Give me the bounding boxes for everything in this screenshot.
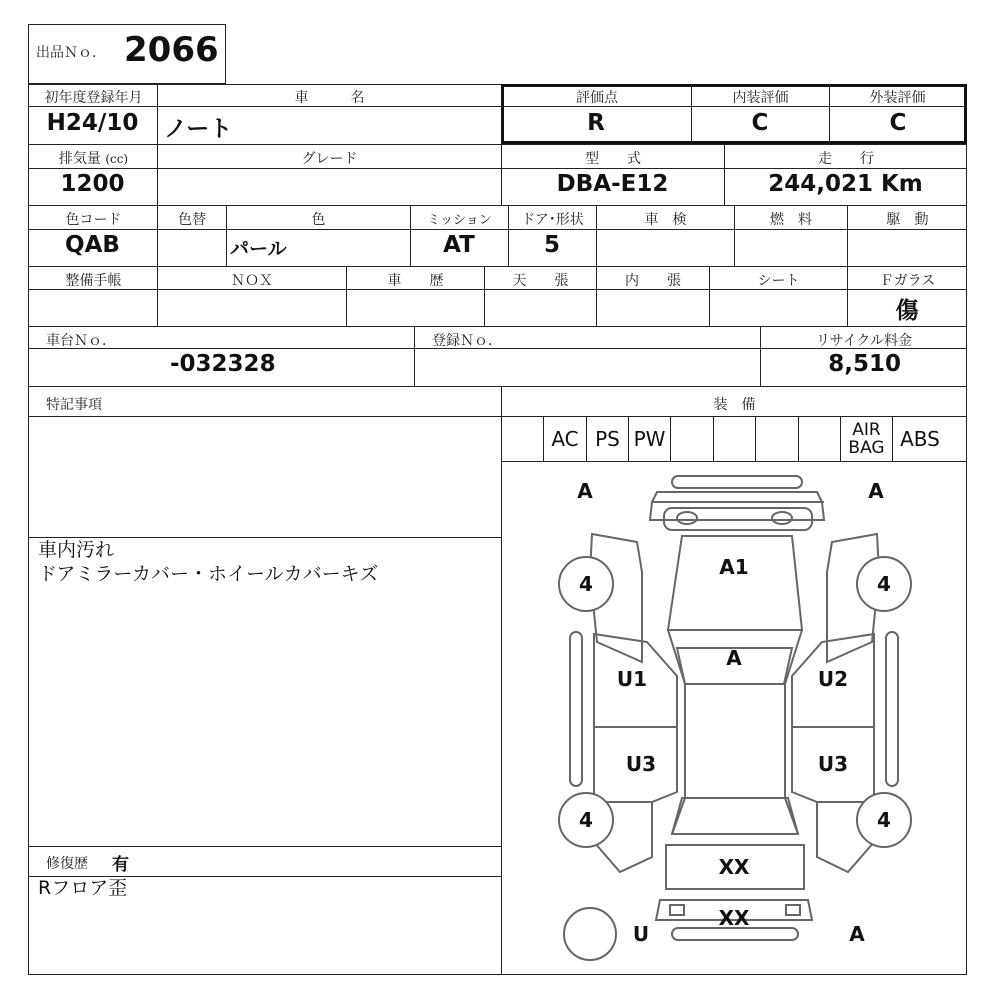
equipment-cell-5 [713, 416, 755, 461]
displacement-label-text: 排気量 [58, 151, 101, 167]
mark-rear-bumper: XX [718, 906, 750, 930]
note-line-2: ドアミラーカバー・ホイールカバーキズ [38, 563, 379, 585]
displacement-label [30, 148, 157, 168]
drive-label: 駆 動 [886, 212, 929, 228]
first-reg-label: 初年度登録年月 [44, 90, 143, 106]
mark-spare: U [632, 922, 650, 946]
maintenance-label: 整備手帳 [65, 273, 122, 289]
displacement-unit: (cc) [105, 152, 129, 166]
mark-tire-fr: 4 [877, 572, 891, 596]
bonnet [668, 536, 802, 630]
mileage-label: 走 行 [818, 151, 874, 167]
equipment-cell-2: PS [586, 416, 628, 461]
equipment-cell-9: ABS [892, 416, 947, 461]
score-label: 評価点 [576, 90, 618, 106]
mark-windshield: A [726, 646, 742, 670]
left-skirt [570, 632, 582, 786]
door-label: ドア･形状 [521, 212, 584, 228]
lot-number: 2066 [124, 30, 219, 70]
right-skirt [886, 632, 898, 786]
rear-glass [672, 798, 798, 834]
repair-value: 有 [112, 855, 129, 875]
equipment-cell-1: AC [543, 416, 586, 461]
repair-detail: Rフロア歪 [38, 877, 128, 899]
front-bumper [650, 492, 824, 520]
nox-label: ＮＯＸ [231, 273, 273, 289]
reg-label: 登録Ｎｏ． [432, 333, 502, 349]
equipment-cell-3: PW [628, 416, 670, 461]
mark-tire-rr: 4 [877, 808, 891, 832]
car-diagram [502, 462, 966, 974]
mission-value: AT [443, 232, 475, 258]
car-name-label: 車 名 [294, 90, 365, 106]
mark-bonnet: A1 [719, 555, 749, 579]
mark-right-rear-door: U3 [817, 752, 849, 776]
inspection-label: 車 検 [644, 212, 687, 228]
grade-label: グレード [301, 151, 358, 167]
fglass-value: 傷 [895, 298, 919, 324]
equipment-cell-4 [670, 416, 713, 461]
fglass-label: Ｆガラス [879, 273, 936, 289]
front-bumper-strip [672, 476, 802, 488]
color-label: 色 [311, 212, 326, 228]
lot-label: 出品Ｎｏ． [36, 45, 106, 61]
interior-trim-label: 内 張 [625, 273, 681, 289]
mileage-value: 244,021 Km [768, 171, 923, 197]
mission-label: ミッション [427, 213, 492, 228]
door-value: 5 [543, 232, 560, 258]
car-name-value: ノート [164, 116, 233, 142]
color-code-value: QAB [65, 232, 120, 258]
notes-label: 特記事項 [46, 397, 102, 413]
seat-label: シート [757, 273, 800, 289]
model-value: DBA-E12 [556, 171, 669, 197]
equipment-label: 装 備 [713, 397, 756, 413]
sunroof-label: 天 張 [512, 273, 569, 289]
mark-tire-rl: 4 [579, 808, 593, 832]
mark-rear-right: A [849, 922, 865, 946]
model-label: 型 式 [585, 151, 641, 167]
score-value: R [587, 110, 605, 136]
recycle-label: リサイクル料金 [815, 333, 913, 349]
repair-label: 修復歴 [46, 856, 88, 872]
equipment-cell-8: AIR BAG [840, 416, 892, 461]
interior-value: C [751, 110, 769, 136]
interior-label: 内装評価 [732, 90, 789, 106]
equipment-cell-7 [798, 416, 840, 461]
mark-front-left: A [577, 479, 593, 503]
chassis-label: 車台Ｎｏ． [46, 333, 116, 349]
mark-tire-fl: 4 [579, 572, 593, 596]
first-reg-value: H24/10 [46, 110, 139, 136]
color-code-label: 色コード [65, 212, 122, 228]
mark-left-front-door: U1 [616, 667, 648, 691]
mark-rear-glass: XX [718, 855, 750, 879]
roof [685, 684, 785, 798]
spare-tire [564, 908, 616, 960]
equipment-row [501, 416, 967, 461]
fuel-label: 燃 料 [770, 212, 812, 228]
repaint-label: 色替 [178, 212, 206, 228]
note-line-1: 車内汚れ [38, 539, 115, 561]
mark-right-front-door: U2 [817, 667, 849, 691]
chassis-value: -032328 [170, 351, 276, 377]
exterior-label: 外装評価 [869, 90, 926, 106]
mark-front-right: A [868, 479, 884, 503]
equipment-cell-6 [755, 416, 798, 461]
equipment-cell-0 [501, 416, 543, 461]
color-value: パール [230, 238, 287, 260]
exterior-value: C [889, 110, 907, 136]
history-label: 車 歴 [387, 273, 444, 289]
recycle-value: 8,510 [828, 351, 901, 377]
mark-left-rear-door: U3 [625, 752, 657, 776]
displacement-value: 1200 [60, 171, 125, 197]
